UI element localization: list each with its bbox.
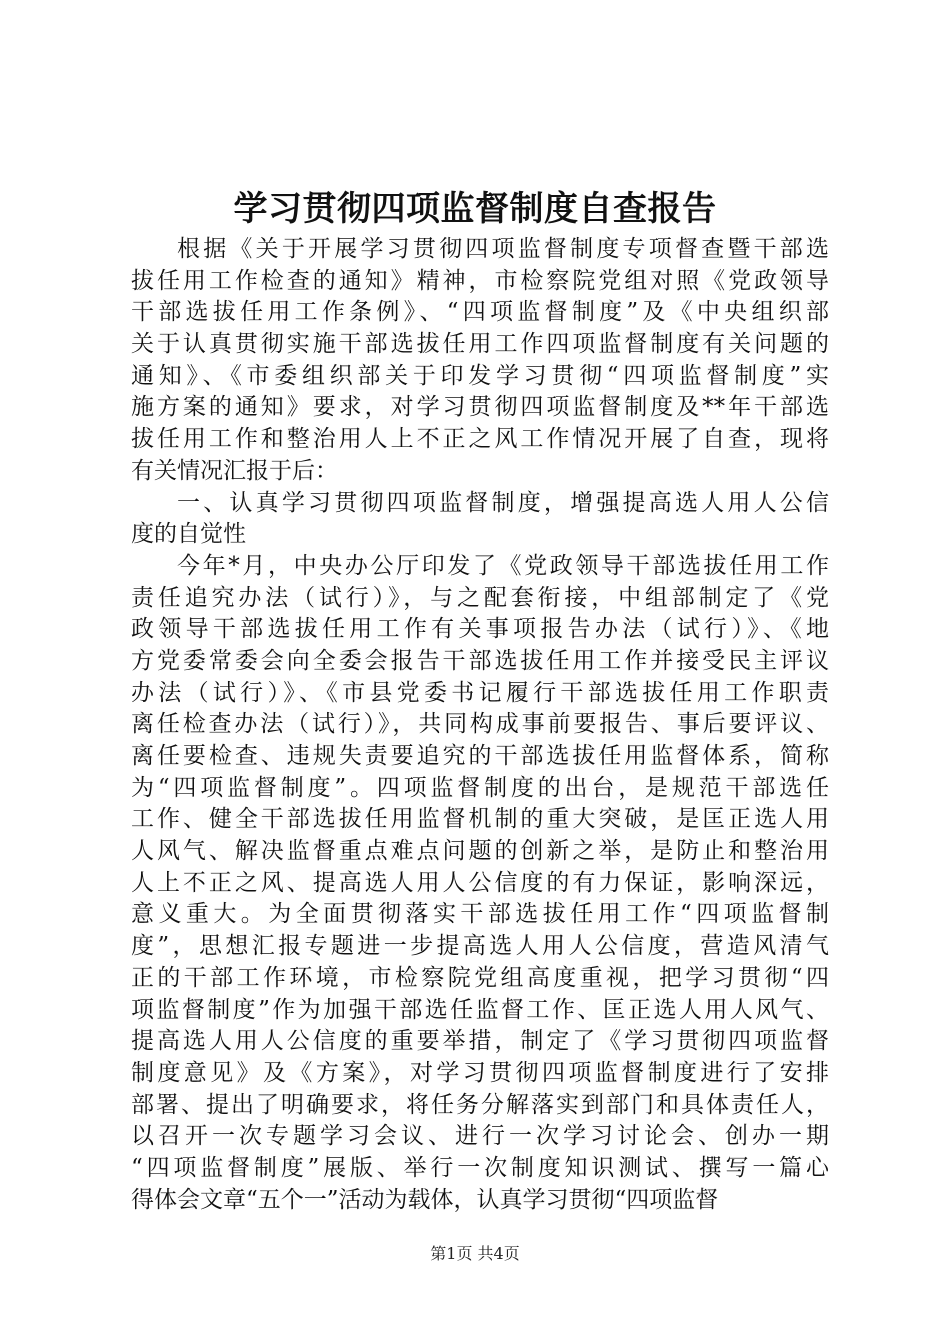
- text-line: 根据《关于开展学习贯彻四项监督制度专项督查暨干部选: [177, 236, 829, 262]
- text-line: 办法（试行）》、《市县党委书记履行干部选拔任用工作职责: [131, 679, 829, 706]
- document-title: 学习贯彻四项监督制度自查报告: [233, 189, 717, 229]
- text-line: 得体会文章“五个一”活动为载体，认真学习贯彻“四项监督: [131, 1186, 719, 1213]
- document-body: [131, 234, 829, 1216]
- text-line: 以召开一次专题学习会议、进行一次学习讨论会、创办一期: [131, 1123, 829, 1150]
- text-line: 部署、提出了明确要求，将任务分解落实到部门和具体责任人，: [131, 1091, 829, 1118]
- text-line: 意义重大。为全面贯彻落实干部选拔任用工作“四项监督制: [131, 901, 829, 928]
- paragraph: [131, 551, 829, 1216]
- text-line: 离任检查办法（试行）》，共同构成事前要报告、事后要评议、: [131, 711, 829, 738]
- text-line: “四项监督制度”展版、举行一次制度知识测试、撰写一篇心: [131, 1154, 829, 1181]
- text-line: 人上不正之风、提高选人用人公信度的有力保证，影响深远，: [131, 869, 829, 896]
- paragraph: [131, 488, 829, 551]
- text-line: 方党委常委会向全委会报告干部选拔任用工作并接受民主评议: [131, 647, 829, 674]
- text-line: 提高选人用人公信度的重要举措，制定了《学习贯彻四项监督: [131, 1028, 829, 1055]
- text-line: 制度意见》及《方案》，对学习贯彻四项监督制度进行了安排: [131, 1059, 829, 1086]
- text-line: 政领导干部选拔任用工作有关事项报告办法（试行）》、《地: [131, 616, 829, 643]
- paragraph: [131, 234, 829, 488]
- text-line: 人风气、解决监督重点难点问题的创新之举，是防止和整治用: [131, 838, 829, 865]
- text-line: 项监督制度”作为加强干部选任监督工作、匡正选人用人风气、: [131, 996, 829, 1023]
- text-line: 拔任用工作检查的通知》精神，市检察院党组对照《党政领导: [131, 267, 829, 294]
- text-line: 度”，思想汇报专题进一步提高选人用人公信度，营造风清气: [131, 933, 829, 960]
- text-line: 干部选拔任用工作条例》、“四项监督制度”及《中央组织部: [131, 299, 829, 326]
- text-line: 为“四项监督制度”。四项监督制度的出台，是规范干部选任: [131, 774, 829, 801]
- text-line: 离任要检查、违规失责要追究的干部选拔任用监督体系，简称: [131, 743, 829, 769]
- text-line: 拔任用工作和整治用人上不正之风工作情况开展了自查，现将: [131, 426, 829, 453]
- text-line: 今年*月，中央办公厅印发了《党政领导干部选拔任用工作: [177, 552, 829, 579]
- text-line: 施方案的通知》要求，对学习贯彻四项监督制度及**年干部选: [131, 394, 829, 421]
- text-line: 一、认真学习贯彻四项监督制度，增强提高选人用人公信: [177, 489, 829, 516]
- page-footer: 第1页 共4页: [430, 1244, 520, 1263]
- text-line: 正的干部工作环境，市检察院党组高度重视，把学习贯彻“四: [131, 964, 829, 991]
- text-line: 责任追究办法（试行）》，与之配套衔接，中组部制定了《党: [131, 584, 829, 611]
- text-line: 工作、健全干部选拔任用监督机制的重大突破，是匡正选人用: [131, 806, 829, 833]
- text-line: 度的自觉性: [131, 521, 246, 548]
- text-line: 有关情况汇报于后：: [131, 457, 338, 484]
- text-line: 通知》、《市委组织部关于印发学习贯彻“四项监督制度”实: [131, 362, 829, 389]
- text-line: 关于认真贯彻实施干部选拔任用工作四项监督制度有关问题的: [131, 331, 829, 358]
